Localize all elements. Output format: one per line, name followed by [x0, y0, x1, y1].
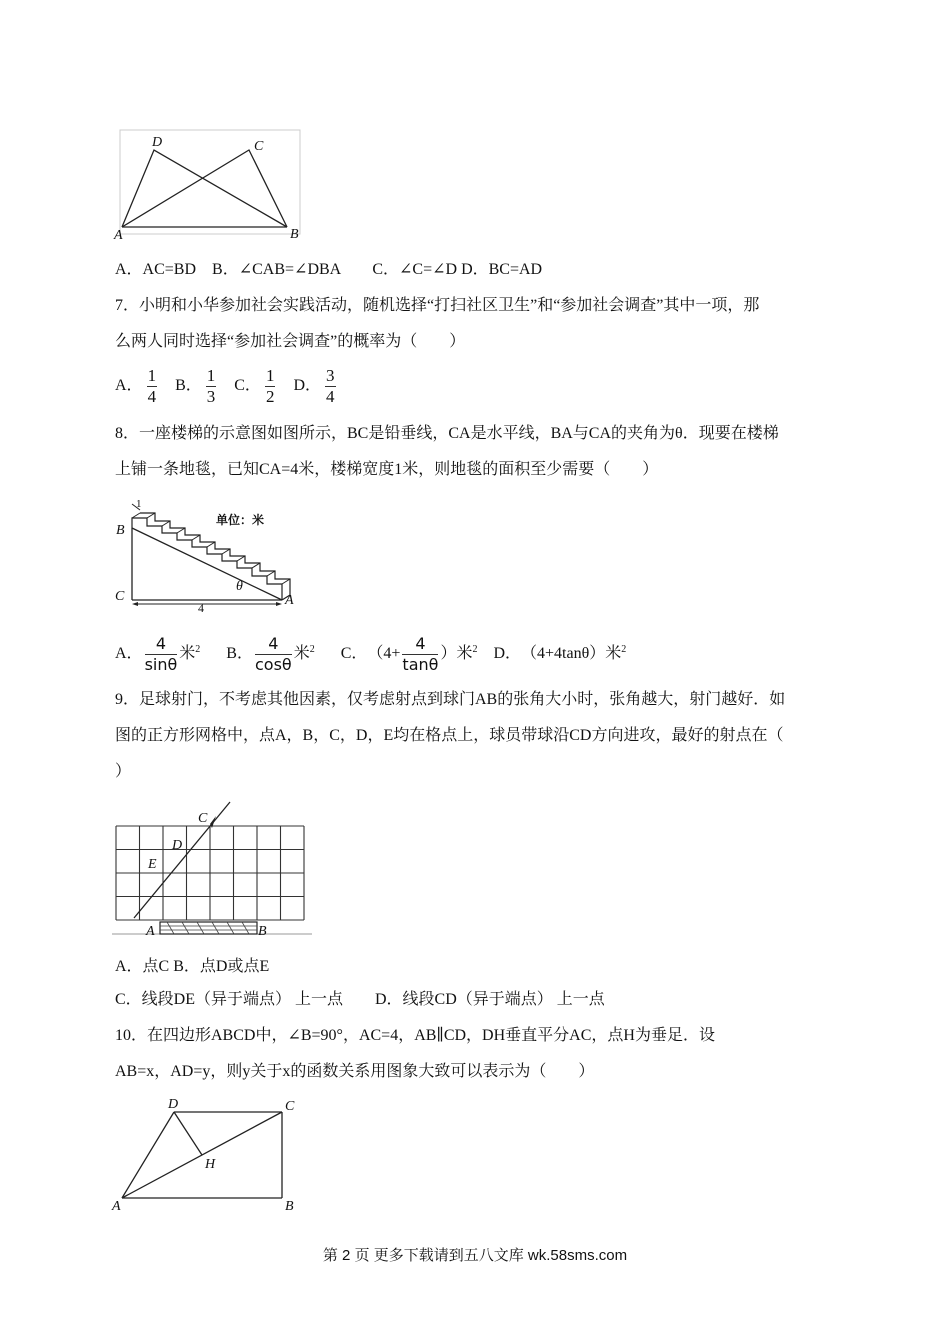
figure-q9-label-a: A	[146, 924, 155, 939]
q7-option-c-label: C．	[234, 377, 261, 394]
q7-a-denominator: 4	[147, 386, 157, 406]
figure-q10-quadrilateral	[110, 1094, 310, 1218]
figure-q6-label-d: D	[152, 135, 163, 150]
figure-q6-line-ad-db	[122, 150, 287, 227]
figure-q10-label-d: D	[168, 1097, 179, 1112]
figure-q9-goal	[160, 922, 257, 934]
q7-option-d-fraction	[325, 366, 336, 407]
figure-q8-unit-label: 单位：米	[216, 513, 265, 527]
q9-options-line2: C．线段DE（异于端点） 上一点 D．线段CD（异于端点） 上一点	[115, 991, 605, 1008]
q8-option-a-label: A．	[115, 645, 143, 662]
q8-option-a-fraction	[145, 634, 178, 675]
figure-q8-step-edge-5	[192, 535, 200, 540]
figure-q9-label-d: D	[172, 838, 183, 853]
q8-option-b-unit: 米	[293, 645, 310, 662]
figure-q8-step-edge-8	[237, 556, 245, 561]
q9-text-line2: 图的正方形网格中，点A，B，C，D，E均在格点上，球员带球沿CD方向进攻，最好的射点在（	[115, 727, 784, 744]
figure-q8-step-edge-10	[267, 571, 275, 576]
figure-q8-label-four: 4	[198, 601, 204, 615]
q9-text-line3: ）	[115, 763, 132, 780]
q8-c-denominator: tanθ	[402, 654, 439, 674]
figure-q8-steps-front	[132, 518, 282, 600]
q7-b-denominator: 3	[206, 386, 216, 406]
figure-q10-label-h: H	[205, 1157, 216, 1172]
q7-a-numerator: 1	[147, 365, 157, 385]
q8-options	[115, 628, 626, 676]
figure-q6-label-c: C	[254, 139, 264, 154]
q8-c-numerator: 4	[402, 634, 438, 655]
q8-a-denominator: sinθ	[144, 654, 178, 674]
figure-q6-line-ac-cb	[122, 150, 287, 227]
q8-option-c-label: C． （4+	[340, 645, 401, 662]
figure-q8-label-b: B	[116, 523, 125, 538]
figure-q9-goal-net	[160, 922, 257, 934]
q8-text-line2: 上铺一条地毯，已知CA=4米，楼梯宽度1米，则地毯的面积至少需要（ ）	[115, 461, 659, 478]
q8-option-c-exponent: 2	[472, 644, 478, 655]
q7-text-line1: 7．小明和小华参加社会实践活动，随机选择“打扫社区卫生”和“参加社会调查”其中一项，那	[115, 297, 760, 314]
q7-option-b-label: B．	[175, 377, 202, 394]
q8-option-a-unit: 米	[179, 645, 196, 662]
figure-q8-label-one: 1	[136, 498, 142, 510]
q8-option-b-fraction	[255, 634, 292, 675]
q8-b-denominator: cosθ	[254, 654, 292, 674]
figure-q8-label-theta: θ	[236, 579, 243, 594]
figure-q6-label-a: A	[114, 228, 123, 243]
figure-q8-label-a: A	[285, 593, 294, 608]
q7-c-denominator: 2	[265, 386, 275, 406]
figure-q8-step-edge-4	[177, 528, 185, 533]
figure-q8-arrow-right	[276, 602, 282, 606]
figure-q8-arrow-left	[132, 602, 138, 606]
q8-option-b-label: B．	[226, 645, 253, 662]
q7-option-b-fraction	[206, 366, 217, 407]
q9-options-line1: A．点C B．点D或点E	[115, 958, 270, 975]
figure-q8-step-edge-11	[282, 579, 290, 584]
q8-text-line1: 8．一座楼梯的示意图如图所示，BC是铅垂线，CA是水平线，BA与CA的夹角为θ．现要在楼梯	[115, 425, 779, 442]
q8-a-numerator: 4	[145, 634, 178, 655]
q10-text-line1: 10．在四边形ABCD中，∠B=90°，AC=4，AB∥CD，DH垂直平分AC，点H为垂足．设	[115, 1027, 715, 1044]
q8-option-d-exponent: 2	[621, 644, 627, 655]
figure-q9-label-c: C	[198, 811, 208, 826]
figure-q9-grid	[112, 800, 312, 942]
figure-q8-step-edge-6	[207, 542, 215, 547]
q8-b-numerator: 4	[255, 634, 292, 655]
figure-q10-label-b: B	[285, 1199, 294, 1214]
figure-q9-label-e: E	[148, 857, 157, 872]
q10-text-line2: AB=x，AD=y，则y关于x的函数关系用图象大致可以表示为（ ）	[115, 1063, 595, 1080]
figure-q10-side-ad	[122, 1112, 174, 1198]
figure-q8-step-edge-1	[132, 513, 140, 518]
figure-q8-label-c: C	[115, 589, 125, 604]
q8-option-c-unit: ）米	[440, 645, 473, 662]
q7-options	[115, 364, 340, 408]
figure-q9-label-b: B	[258, 924, 267, 939]
q7-d-numerator: 3	[326, 365, 335, 385]
figure-q6-triangles	[112, 128, 312, 243]
figure-q6-label-b: B	[290, 227, 299, 242]
q7-option-d-label: D．	[293, 377, 321, 394]
figure-q8-staircase	[110, 496, 310, 616]
q9-text-line1: 9．足球射门，不考虑其他因素，仅考虑射点到球门AB的张角大小时，张角越大，射门越好．如	[115, 691, 786, 708]
page-footer: 第 2 页 更多下载请到五八文库 wk.58sms.com	[322, 1247, 628, 1264]
figure-q8-step-edge-2	[147, 513, 155, 518]
q7-option-a-label: A．	[115, 377, 143, 394]
q8-option-d: D． （4+4tanθ）米	[493, 645, 622, 662]
q8-option-b-exponent: 2	[309, 644, 315, 655]
q8-option-c-fraction	[402, 634, 438, 675]
q7-option-a-fraction	[147, 366, 158, 407]
q7-option-c-fraction	[265, 366, 276, 407]
q7-b-numerator: 1	[206, 365, 216, 385]
q8-option-a-exponent: 2	[195, 644, 201, 655]
figure-q10-segment-dh	[174, 1112, 202, 1155]
figure-q8-step-edge-7	[222, 549, 230, 554]
q7-d-denominator: 4	[326, 386, 335, 406]
figure-q10-label-c: C	[285, 1099, 295, 1114]
figure-q8-step-edge-3	[162, 521, 170, 526]
figure-q8-step-edge-9	[252, 563, 260, 568]
q6-options: A．AC=BD B．∠CAB=∠DBA C．∠C=∠D D．BC=AD	[115, 261, 543, 278]
q7-text-line2: 么两人同时选择“参加社会调查”的概率为（ ）	[115, 333, 466, 350]
figure-q10-label-a: A	[112, 1199, 121, 1214]
q7-c-numerator: 1	[265, 365, 275, 385]
